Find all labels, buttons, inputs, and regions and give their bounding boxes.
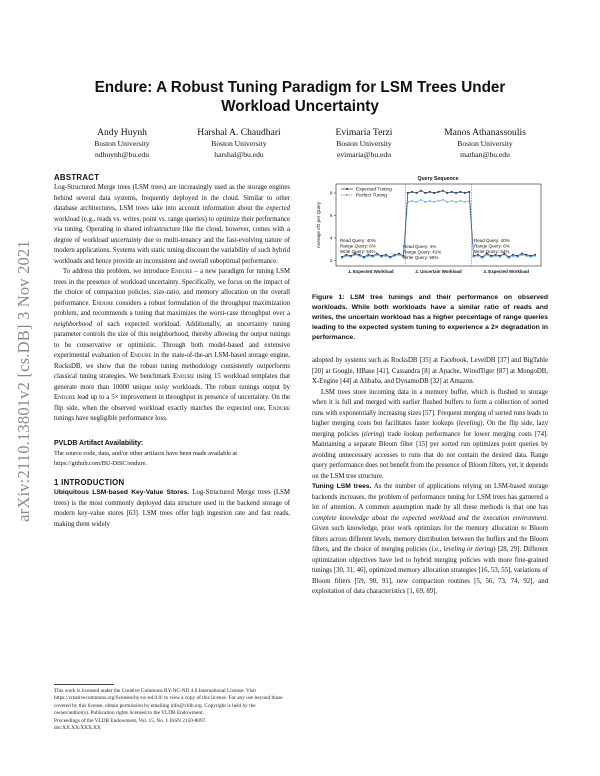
author-email: harshal@bu.edu bbox=[214, 149, 264, 159]
data-point bbox=[411, 191, 413, 193]
footnote-rule bbox=[54, 684, 114, 685]
section-label: 2. Uncertain Workload bbox=[415, 269, 462, 274]
data-point bbox=[424, 192, 426, 194]
author-block-2 bbox=[178, 127, 300, 160]
y-tick-label: 2 bbox=[329, 259, 333, 265]
author-email: mathan@bu.edu bbox=[460, 149, 510, 159]
workload-annotation: Read Query: 40% bbox=[340, 238, 376, 243]
left-column bbox=[54, 172, 290, 530]
footnote bbox=[54, 688, 290, 732]
workload-annotation: Write Query: 55% bbox=[403, 254, 439, 260]
figure-1-chart bbox=[308, 172, 548, 284]
workload-annotation: Range Query: 41% bbox=[403, 249, 442, 255]
legend-label: Expected Tuning bbox=[356, 187, 392, 193]
data-point bbox=[451, 191, 453, 193]
data-point bbox=[460, 191, 462, 193]
workload-annotation: Read Query: 40% bbox=[474, 238, 510, 243]
author-block-3 bbox=[312, 127, 416, 160]
author-block-4 bbox=[420, 127, 550, 160]
data-point bbox=[420, 190, 422, 192]
proceedings-note: Proceedings of the VLDB Endowment, Vol. 15, No. 1 ISSN 2150-8097. bbox=[54, 717, 207, 724]
section-label: 3. Expected Workload bbox=[483, 269, 529, 274]
data-point bbox=[442, 190, 444, 192]
workload-annotation: Write Query: 54% bbox=[340, 248, 376, 254]
abstract-paragraph-1: Log-Structured Merge trees (LSM trees) are increasingly used as the storage engines behind several data systems, frequently deployed in the cloud. Similar to other database architectures, LSM trees take into account information about the expected workload (e.g., reads vs. writes, point vs. range queries) to optimize their performance via tuning. Operating in shared infrastructure like the cloud, however, comes with a degree of workload uncertainty due to multi-tenancy and the fast-evolving nature of modern applications. Systems with static tuning discount the variability of such hybrid workloads and hence provide an inconsistent and overall suboptimal performance. bbox=[54, 184, 290, 265]
right-paragraph-2: LSM trees store incoming data in a memory buffer, which is flushed to storage when it is full and merged with earlier flushed buffers to form a collection of sorted runs with exponentially increasing sizes [57]. Frequent merging of sorted runs leads to higher merging costs but facilitates faster lookups (leveling). On the flip side, lazy merging policies (tiering) trade lookup performance for lower merging costs [74]. Maintaining a separate Bloom filter [15] per sorted run optimizes point queries by avoiding unnecessary accesses to runs that do not contain the desired data. Range query performance does not benefit from the presence of Bloom filters, yet, it depends on the LSM tree structure. bbox=[312, 388, 548, 480]
author-affiliation: Boston University bbox=[94, 139, 150, 148]
data-point bbox=[438, 191, 440, 193]
author-affiliation: Boston University bbox=[211, 139, 267, 148]
intro-paragraph: Ubiquitous LSM-based Key-Value Stores. Log-Structured Merge trees (LSM trees) is the most commonly deployed data structure used in the backend storage of modern key-value stores [63]. LSM trees offer high ingestion rate and fast reads, making them widely bbox=[54, 489, 290, 528]
right-paragraph-3: Tuning LSM trees. As the number of applications relying on LSM-based storage backends increases, the problem of performance tuning for LSM trees has garnered a lot of attention. A common assumption made by all these methods is that one has complete knowledge about the expected workload and the execution environment. Given such knowledge, prior work optimizes for the memory allocation to Bloom filters across different levels, memory distribution between the buffers and the Bloom filters, and the choice of merging policies (i.e., leveling or tiering) [28, 29]. Different optimization objectives have led to hybrid merging policies with more fine-grained tunings [30, 31, 46], optimized memory allocation strategies [16, 53, 55], variations of Bloom filters [59, 90, 91], new compaction routines [5, 56, 73, 74, 92], and exploitation of data characteristics [1, 69, 89]. bbox=[312, 483, 548, 595]
right-column bbox=[312, 356, 548, 598]
y-tick-label: 8 bbox=[329, 191, 333, 197]
author-affiliation: Boston University bbox=[457, 139, 513, 148]
paper-title bbox=[60, 78, 540, 116]
data-point bbox=[416, 192, 418, 194]
author-name: Evimaria Terzi bbox=[335, 127, 393, 138]
title-line-1: Endure: A Robust Tuning Paradigm for LSM Trees Under bbox=[94, 79, 506, 96]
pvldb-text: The source code, data, and/or other artifacts have been made available at https://github.com/BU-DiSC/endure. bbox=[54, 450, 238, 467]
chart-title: Query Sequence bbox=[417, 176, 459, 182]
workload-annotation: Range Query: 6% bbox=[474, 243, 510, 249]
data-point bbox=[407, 192, 409, 194]
data-point bbox=[468, 191, 470, 193]
abstract-paragraph-2: To address this problem, we introduce Endure – a new paradigm for tuning LSM trees in the presence of workload uncertainty. Specifically, we focus on the impact of the choice of compaction policies, size-ratio, and memory allocation on the overall performance. Endure considers a robust formulation of the throughput maximization problem, and recommends a tuning that maximizes the worst-case throughput over a neighborhood of each expected workload. Additionally, an uncertainty tuning parameter controls the size of this neighborhood, thereby allowing the output tunings to be conservative or optimistic. Through both model-based and extensive experimental evaluation of Endure in the state-of-the-art LSM-based storage engine, RocksDB, we show that the robust tuning methodology consistently outperforms classical tuning strategies. We benchmark Endure using 15 workload templates that generate more than 10000 unique noisy workloads. The robust tunings output by Endure lead up to a 5× improvement in throughput in presence of uncertainty. On the flip side, when the observed workload exactly matches the expected one, Endure tunings have negligible performance loss. bbox=[54, 268, 291, 422]
data-point bbox=[429, 191, 431, 193]
data-point bbox=[464, 192, 466, 194]
author-email: evimaria@bu.edu bbox=[336, 149, 391, 159]
data-point bbox=[446, 192, 448, 194]
right-paragraph-1: adopted by systems such as RocksDB [35] at Facebook, LevelDB [37] and BigTable [20] at Google, HBase [41], Cassandra [8] at Apache, WiredTiger [87] at MongoDB, X-Engine [44] at Alibaba, and DynamoDB [32] at Amazon. bbox=[312, 357, 548, 385]
doi-note: doi:XX.XX/XXX.XX bbox=[54, 725, 101, 732]
title-line-2: Workload Uncertainty bbox=[221, 98, 379, 115]
legend-label: Perfect Tuning bbox=[356, 193, 387, 199]
author-name: Manos Athanassoulis bbox=[444, 127, 526, 138]
abstract-heading: ABSTRACT bbox=[54, 173, 100, 182]
pvldb-heading: PVLDB Artifact Availability: bbox=[54, 439, 144, 447]
y-tick-label: 6 bbox=[329, 214, 333, 220]
author-block-1 bbox=[70, 127, 174, 160]
workload-annotation: Write Query: 54% bbox=[474, 248, 510, 254]
workload-annotation: Range Query: 6% bbox=[340, 243, 376, 249]
author-name: Andy Huynh bbox=[97, 127, 147, 138]
author-affiliation: Boston University bbox=[336, 139, 392, 148]
workload-annotation: Read Query: 4% bbox=[403, 244, 437, 249]
figure-1-caption: Figure 1: LSM tree tunings and their performance on observed workloads. While both workloads have a similar ratio of reads and writes, the uncertain workload has a higher percentage of range queries leading to the expected system tuning to experience a 2× degradation in performance. bbox=[312, 294, 548, 341]
section-label: 1. Expected Workload bbox=[348, 269, 394, 274]
license-note: This work is licensed under the Creative Commons BY-NC-ND 4.0 International License. Visit https://creativecommons.org/licenses/by-nc-nd/4.0/ to view a copy of this license. For any use beyond those covered by this license, obtain permission by emailing info@vldb.org. Copyright is held by the owner/author(s). Publication rights licensed to the VLDB Endowment. bbox=[54, 688, 283, 717]
introduction-heading: 1 INTRODUCTION bbox=[54, 478, 125, 487]
chart-y-axis-label: Average I/O per Query bbox=[316, 201, 321, 249]
author-name: Harshal A. Chaudhari bbox=[197, 127, 281, 138]
y-tick-label: 4 bbox=[329, 236, 333, 242]
data-point bbox=[433, 192, 435, 194]
data-point bbox=[455, 192, 457, 194]
arxiv-identifier: arXiv:2110.13801v2 [cs.DB] 3 Nov 2021 bbox=[14, 240, 34, 522]
legend-marker bbox=[346, 188, 348, 190]
author-email: ndhuynh@bu.edu bbox=[94, 149, 150, 159]
